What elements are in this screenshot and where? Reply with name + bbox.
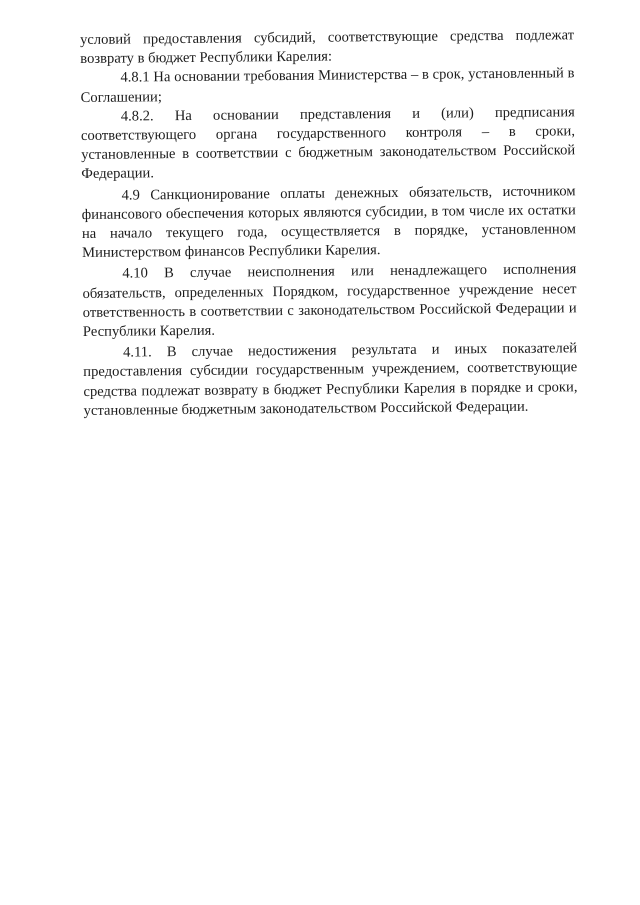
- document-page: [80, 26, 578, 421]
- paragraph-4-8-2: 4.8.2. На основании представления и (или) предписания соответствующего органа государственного контроля – в сроки, установленные в соответствии с бюджетным законодательством Российской Федерации.: [80, 104, 576, 183]
- paragraph-4-11: 4.11. В случае недостижения результата и иных показателей предоставления субсидии государственным учреждением, соответствующие средства подлежат возврату в бюджет Республики Карелия в порядке и сроки, установленные бюджетным законодательством Российской Федерации.: [83, 340, 578, 419]
- paragraph-4-8-1: 4.8.1 На основании требования Министерства – в срок, установленный в Соглашении;: [80, 65, 575, 106]
- paragraph-continuation: условий предоставления субсидий, соответствующие средства подлежат возврату в бюджет Республики Карелия:: [80, 27, 575, 68]
- paragraph-4-10: 4.10 В случае неисполнения или ненадлежащего исполнения обязательств, определенных Порядком, государственное учреждение несет ответственность в соответствии с законодательством Российской Федерации и Республики Карелия.: [82, 261, 577, 341]
- paragraph-4-9: 4.9 Санкционирование оплаты денежных обязательств, источником финансового обеспечения которых являются субсидии, в том числе их остатки на начало текущего года, осуществляется в порядке, установленном Министерством финансов Республики Карелия.: [81, 182, 577, 262]
